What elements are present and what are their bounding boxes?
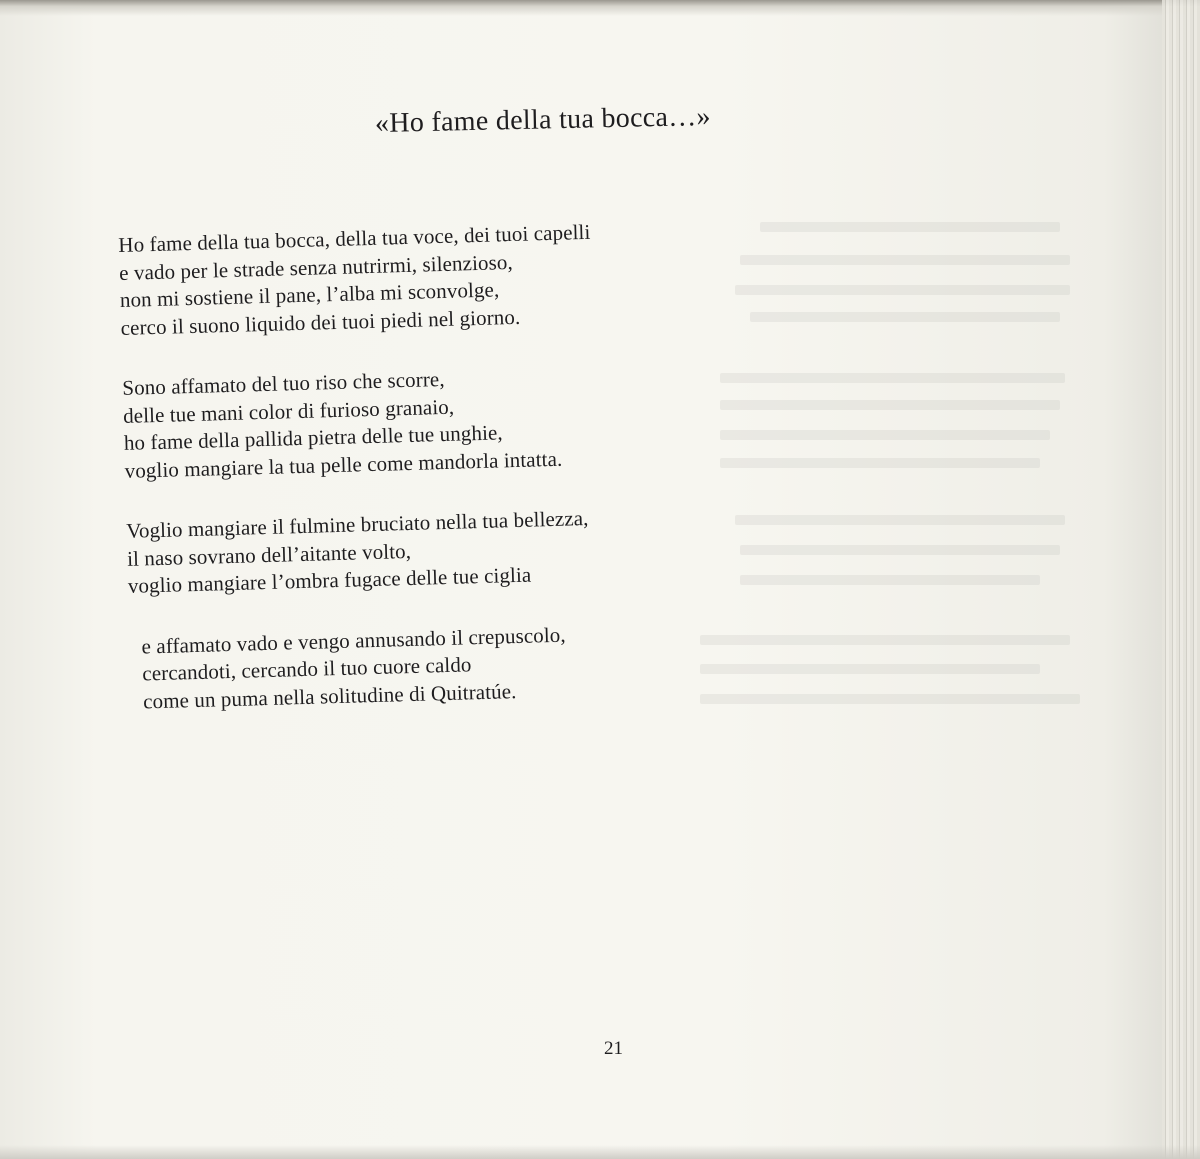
poem-line: come un puma nella solitudine di Quitratúe.	[142, 678, 517, 713]
page-number: 21	[604, 1038, 623, 1059]
poem-line: ho fame della pallida pietra delle tue unghie,	[123, 420, 504, 455]
page-top-edge	[0, 0, 1200, 16]
poem-line: voglio mangiare l’ombra fugace delle tue ciglia	[127, 562, 532, 598]
poem-line: Sono affamato del tuo riso che scorre,	[122, 366, 445, 400]
poem-line: voglio mangiare la tua pelle come mandorla intatta.	[124, 446, 563, 483]
poem-line: il naso sovrano dell’aitante volto,	[126, 538, 412, 571]
stanza	[122, 355, 825, 485]
page-bottom-edge	[0, 1145, 1200, 1159]
poem-line: Voglio mangiare il fulmine bruciato nella tua bellezza,	[126, 505, 589, 543]
poem-body	[118, 212, 832, 748]
poem-line: e vado per le strade senza nutrirmi, silenzioso,	[118, 249, 514, 285]
stanza	[118, 212, 821, 342]
poem-line: cerco il suono liquido dei tuoi piedi nel giorno.	[120, 304, 521, 340]
poem-line: e affamato vado e vengo annusando il crepuscolo,	[141, 622, 567, 658]
stanza	[126, 498, 828, 600]
poem-line: cercandoti, cercando il tuo cuore caldo	[142, 652, 472, 686]
stanza	[129, 614, 831, 716]
poem-line: Ho fame della tua bocca, della tua voce, dei tuoi capelli	[118, 219, 591, 257]
page-stack-edges	[1162, 0, 1200, 1159]
poem-line: delle tue mani color di furioso granaio,	[122, 394, 455, 428]
poem-line: non mi sostiene il pane, l’alba mi sconvolge,	[119, 277, 500, 312]
poem-title: «Ho fame della tua bocca…»	[374, 100, 712, 139]
